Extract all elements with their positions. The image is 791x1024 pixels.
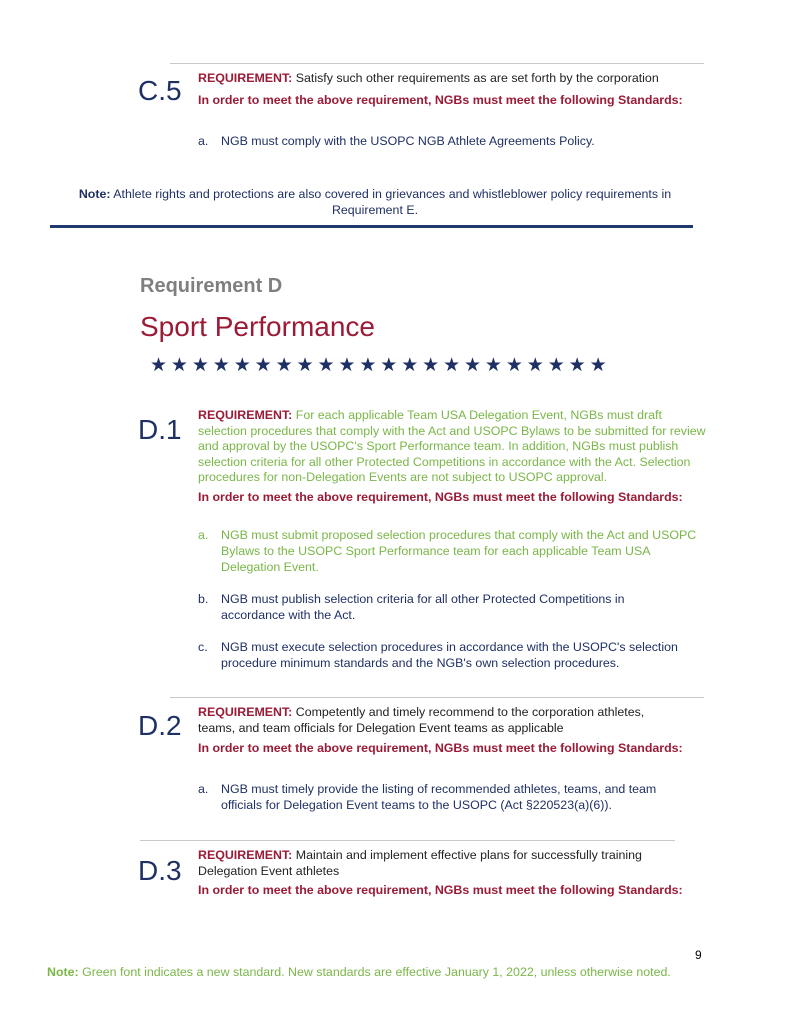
list-text: NGB must timely provide the listing of recommended athletes, teams, and team officials for Delegation Event teams to the USOPC (Act §220523(a)(6)). [221, 782, 657, 812]
requirement-text: Maintain and implement effective plans for successfully training Delegation Event athletes [198, 848, 642, 878]
list-item-d1-b [198, 591, 658, 623]
divider-d3 [140, 840, 675, 841]
requirement-d2 [198, 705, 678, 736]
section-code-d3: D.3 [138, 855, 182, 886]
divider-c5 [170, 63, 704, 64]
star-divider: ★★★★★★★★★★★★★★★★★★★★★★ [150, 355, 611, 376]
requirement-kicker: Requirement D [140, 275, 283, 297]
standards-heading-d3: In order to meet the above requirement, NGBs must meet the following Standards: [198, 883, 683, 897]
standards-heading-d1: In order to meet the above requirement, NGBs must meet the following Standards: [198, 490, 683, 504]
requirement-d3 [198, 848, 678, 879]
section-code-d1: D.1 [138, 414, 182, 445]
page-title: Sport Performance [140, 311, 375, 342]
list-item-d1-a [198, 527, 698, 575]
section-code-d2: D.2 [138, 710, 182, 741]
requirement-label: REQUIREMENT: [198, 71, 293, 85]
requirement-d1 [198, 408, 708, 486]
list-marker: a. [198, 782, 209, 796]
list-item-c5-a [198, 133, 698, 149]
footer-note-label: Note: [47, 965, 79, 979]
requirement-text: Competently and timely recommend to the corporation athletes, teams, and team officials for Delegation Event teams as applicable [198, 705, 645, 735]
requirement-c5 [198, 71, 708, 87]
requirement-label: REQUIREMENT: [198, 848, 293, 862]
footer-note [47, 964, 687, 980]
list-marker: a. [198, 134, 209, 148]
standards-heading-c5: In order to meet the above requirement, NGBs must meet the following Standards: [198, 93, 683, 107]
standards-heading-d2: In order to meet the above requirement, NGBs must meet the following Standards: [198, 741, 683, 755]
requirement-text: For each applicable Team USA Delegation Event, NGBs must draft selection procedures that comply with the Act and USOPC Bylaws to be submitted for review and approval by the USOPC's Sport Performance team. In addition, NGBs must publish selection criteria for all other Protected Competitions in accordance with the Act. Selection procedures for non-Delegation Events are not subject to USOPC approval. [198, 408, 706, 484]
note-text: Athlete rights and protections are also covered in grievances and whistleblower policy requirements in Requirement E. [110, 187, 672, 217]
section-code-c5: C.5 [138, 75, 182, 106]
list-item-d2-a [198, 781, 698, 813]
list-text: NGB must comply with the USOPC NGB Athlete Agreements Policy. [221, 134, 595, 148]
list-text: NGB must publish selection criteria for all other Protected Competitions in accordance with the Act. [221, 592, 625, 622]
list-text: NGB must submit proposed selection procedures that comply with the Act and USOPC Bylaws to the USOPC Sport Performance team for each applicable Team USA Delegation Event. [221, 528, 697, 574]
list-marker: b. [198, 592, 209, 606]
requirement-label: REQUIREMENT: [198, 408, 293, 422]
note-label: Note: [78, 187, 111, 201]
list-text: NGB must execute selection procedures in accordance with the USOPC's selection procedure minimum standards and the NGB's own selection procedures. [221, 640, 678, 670]
list-marker: a. [198, 528, 209, 542]
footer-note-text: Green font indicates a new standard. New standards are effective January 1, 2022, unless otherwise noted. [78, 965, 671, 979]
list-marker: c. [198, 640, 208, 654]
list-item-d1-c [198, 639, 698, 671]
page-number: 9 [695, 948, 702, 962]
athlete-rights-note [50, 186, 700, 218]
requirement-label: REQUIREMENT: [198, 705, 293, 719]
divider-d2 [170, 697, 704, 698]
requirement-text: Satisfy such other requirements as are set forth by the corporation [292, 71, 659, 85]
section-divider [50, 225, 693, 228]
